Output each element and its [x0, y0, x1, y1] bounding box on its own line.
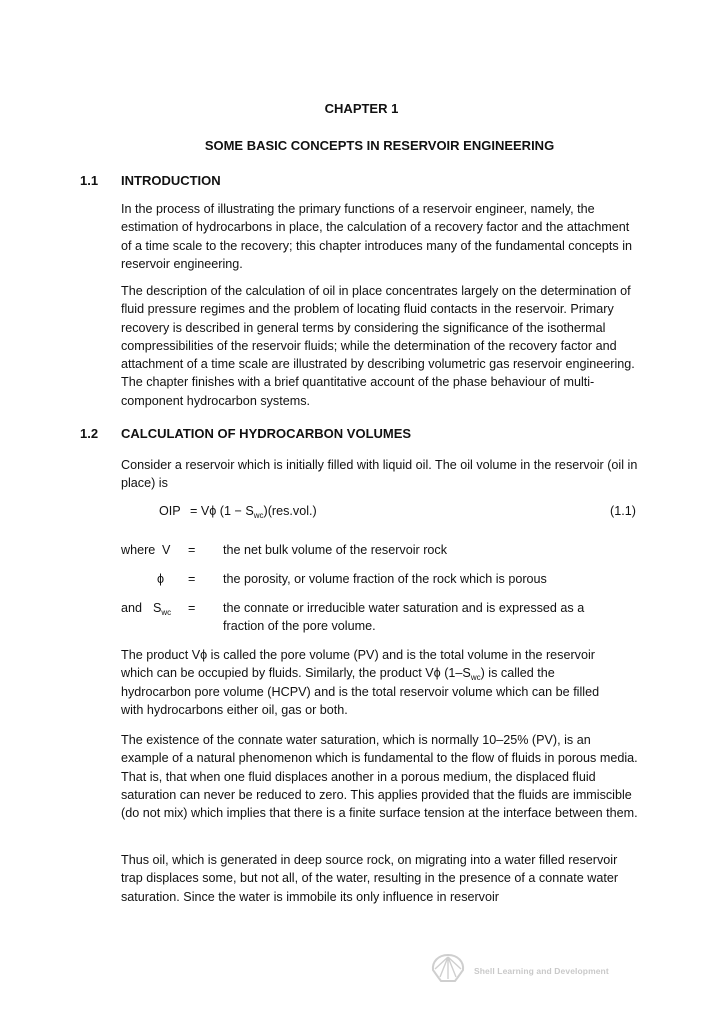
chapter-title: SOME BASIC CONCEPTS IN RESERVOIR ENGINEERING — [204, 138, 555, 153]
paragraph: The product Vϕ is called the pore volume (PV) and is the total volume in the reservoir which can be occupied by fluids. Similarly, the product Vϕ $(1-S_{wc})$ is called the hydrocarbon pore volume (HCPV) and is the total reservoir volume which can be filled with hydrocarbons either oil, gas or both. — [121, 648, 600, 717]
equation-paren-close: ) — [263, 504, 268, 518]
definition-equals: = — [188, 601, 196, 615]
definition-text: the porosity, or volume fraction of the rock which is porous — [223, 572, 547, 586]
footer-brand: Shell Learning and Development — [474, 966, 609, 976]
definition-text: the connate or irreducible water saturation and is expressed as a — [223, 601, 585, 615]
section-title: CALCULATION OF HYDROCARBON VOLUMES — [121, 426, 412, 441]
paragraph: Consider a reservoir which is initially filled with liquid oil. The oil volume in the reservoir (oil in place) is — [121, 458, 638, 491]
definition-equals: = — [188, 543, 196, 557]
equation-lhs: OIP — [159, 504, 181, 518]
section-number: 1.2 — [80, 426, 99, 441]
equation-oip — [159, 504, 317, 518]
paragraph: In the process of illustrating the primary functions of a reservoir engineer, namely, the estimation of hydrocarbons in place, the calculation of a recovery factor and the attachment of a time scale to the recovery; this chapter introduces many of the fundamental concepts in reservoir engineering. — [121, 202, 633, 271]
definition-prefix: where — [121, 543, 156, 557]
definition-equals: = — [188, 572, 196, 586]
section-number: 1.1 — [80, 173, 99, 188]
section-title: INTRODUCTION — [121, 173, 221, 188]
paragraph: The description of the calculation of oil in place concentrates largely on the determination of fluid pressure regimes and the problem of locating fluid contacts in the reservoir. Primary recovery is described in general terms by considering the significance of the isothermal compressibilities of the reservoir fluids; while the determination of the recovery factor and attachment of a time scale are illustrated by describing volumetric gas reservoir engineering. The chapter finishes with a brief quantitative account of the phase behaviour of multi-component hydrocarbon systems. — [121, 284, 635, 408]
shell-logo-icon — [430, 953, 466, 983]
definition-text: fraction of the pore volume. — [223, 619, 376, 633]
chapter-label: CHAPTER 1 — [324, 101, 399, 116]
definition-symbol: V — [162, 543, 171, 557]
equation-equals: = — [189, 504, 198, 518]
definition-symbol: ϕ — [157, 572, 165, 586]
equation-number: (1.1) — [610, 504, 636, 518]
equation-vphi: Vϕ — [200, 504, 217, 518]
equation-sub: wc — [253, 511, 264, 520]
paragraph: Thus oil, which is generated in deep source rock, on migrating into a water filled reservoir trap displaces some, but not all, of the water, resulting in the presence of a connate water saturation. Since the water is immobile its only influence in reservoir — [121, 853, 619, 904]
equation-paren-open: (1 − S — [219, 504, 254, 518]
definition-text: the net bulk volume of the reservoir rock — [223, 543, 447, 557]
definition-prefix: and — [121, 601, 143, 615]
paragraph: The existence of the connate water saturation, which is normally 10–25% (PV), is an example of a natural phenomenon which is fundamental to the flow of fluids in porous media. That is, that when one fluid displaces another in a porous medium, the displaced fluid saturation can never be reduced to zero. This applies provided that the fluids are immiscible (do not mix) which implies that there is a finite surface tension at the interface between them. — [121, 733, 638, 821]
definition-symbol: $S_{wc}$ — [153, 601, 172, 617]
equation-unit: (res.vol.) — [267, 504, 317, 518]
